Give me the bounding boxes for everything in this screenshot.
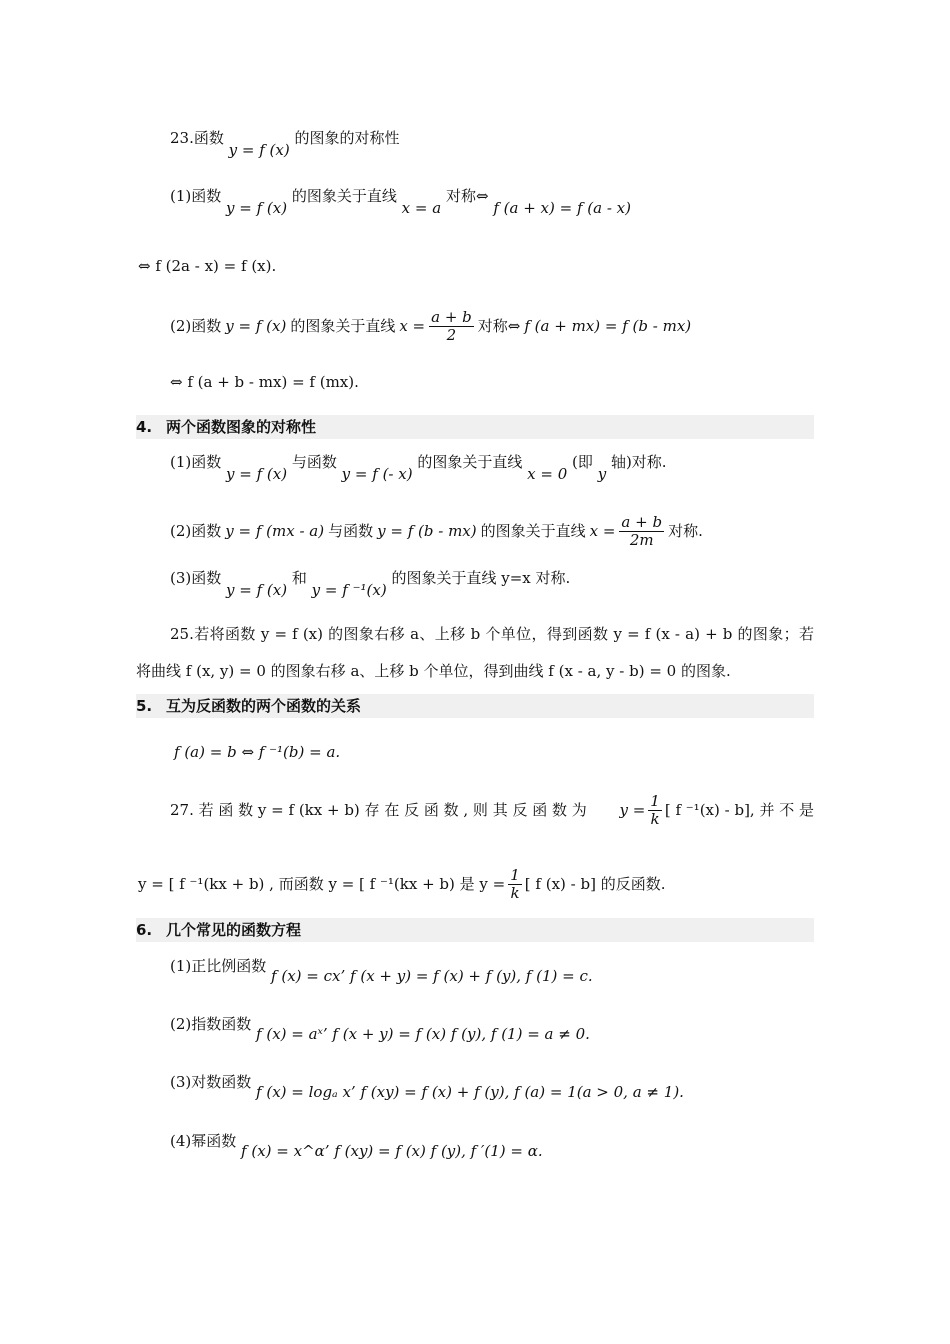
- s3-prefix: (3)函数: [170, 569, 222, 587]
- sub2-frac-den: 2: [446, 325, 457, 344]
- s1-mid2: 的图象关于直线: [417, 453, 523, 471]
- eq1-formula: f (x) = cx’ f (x + y) = f (x) + f (y), f (1) = c.: [271, 967, 593, 985]
- sub2-mid: 的图象关于直线: [290, 317, 396, 335]
- heading-5-number: 5.: [136, 697, 153, 715]
- item23-sub2-cont: ⇔ f (a + b - mx) = f (mx).: [170, 373, 359, 391]
- item27-b-pre: y =: [619, 801, 646, 819]
- item27-b-num: 1: [650, 791, 660, 810]
- s3-tail: 的图象关于直线 y=x 对称.: [391, 569, 571, 587]
- sub2-formula-1: y = f (x): [225, 317, 287, 335]
- s2-formula-3: x =: [589, 522, 616, 540]
- inverse-relation: f (a) = b ⇔ f ⁻¹(b) = a.: [174, 743, 341, 761]
- s2-mid: 与函数: [328, 522, 374, 540]
- sub1-mid: 的图象关于直线: [291, 187, 397, 205]
- func-eq-4: [170, 1131, 543, 1160]
- item27-b-den: k: [650, 809, 660, 828]
- item23-sub1-cont: ⇔ f (2a - x) = f (x).: [138, 257, 277, 275]
- s2-mid2: 的图象关于直线: [480, 522, 586, 540]
- item23-suffix: 的图象的对称性: [294, 129, 400, 147]
- s1-tail-2: 轴)对称.: [610, 453, 667, 471]
- item27-c-den: k: [510, 883, 520, 902]
- s2-formula-2: y = f (b - mx): [377, 522, 477, 540]
- sub1-formula-1: y = f (x): [226, 199, 288, 217]
- section-heading-4: [136, 415, 814, 439]
- item27-line2: [138, 862, 666, 906]
- sub2-prefix: (2)函数: [170, 317, 222, 335]
- item27-inverse-formula: [619, 793, 814, 828]
- sec4-item1: [170, 452, 667, 483]
- item23-formula: y = f (x): [228, 141, 290, 159]
- sub1-formula-2: x = a: [401, 199, 442, 217]
- eq2-label: (2)指数函数: [170, 1015, 252, 1033]
- eq4-formula: f (x) = x^α’ f (xy) = f (x) f (y), f ′(1) = α.: [241, 1142, 543, 1160]
- s2-tail: 对称.: [668, 522, 703, 540]
- item27-c-fraction: [508, 867, 522, 902]
- item25-line1: 25.若将函数 y = f (x) 的图象右移 a、上移 b 个单位，得到函数 y = f (x - a) + b 的图象；若: [170, 625, 814, 643]
- heading-5-title: 互为反函数的两个函数的关系: [166, 697, 362, 715]
- sub2-formula-3: f (a + mx) = f (b - mx): [524, 317, 692, 335]
- s1-formula-1: y = f (x): [226, 465, 288, 483]
- s3-mid: 和: [291, 569, 307, 587]
- eq4-label: (4)幂函数: [170, 1132, 237, 1150]
- s1-formula-2: y = f (- x): [341, 465, 413, 483]
- s1-formula-4: y: [597, 465, 607, 483]
- sub1-mid2: 对称⇔: [445, 187, 489, 205]
- heading-6-number: 6.: [136, 921, 153, 939]
- item27-text-a: 27. 若 函 数 y = f (kx + b) 存 在 反 函 数 , 则 其 反 函 数 为: [170, 801, 587, 819]
- item27-line1: [170, 788, 814, 832]
- s3-formula-2: y = f ⁻¹(x): [311, 581, 387, 599]
- s1-formula-3: x = 0: [527, 465, 568, 483]
- s2-formula-1: y = f (mx - a): [225, 522, 325, 540]
- sub2-mid2: 对称⇔: [477, 317, 521, 335]
- sub1-formula-3: f (a + x) = f (a - x): [493, 199, 631, 217]
- item25-line2: 将曲线 f (x, y) = 0 的图象右移 a、上移 b 个单位，得到曲线 f (x - a, y - b) = 0 的图象.: [136, 662, 731, 680]
- item23-sub2: [170, 304, 691, 348]
- eq2-formula: f (x) = aˣ’ f (x + y) = f (x) f (y), f (1) = a ≠ 0.: [256, 1025, 590, 1043]
- item27-c-pre: y = [ f ⁻¹(kx + b) , 而函数 y = [ f ⁻¹(kx + b) 是 y =: [138, 875, 506, 893]
- sub2-fraction: [429, 309, 474, 344]
- s1-mid: 与函数: [291, 453, 337, 471]
- func-eq-1: [170, 956, 593, 985]
- sub2-formula-2: x =: [399, 317, 426, 335]
- section-heading-5: [136, 694, 814, 718]
- s3-formula-1: y = f (x): [226, 581, 288, 599]
- item23-title: [170, 128, 400, 159]
- s1-prefix: (1)函数: [170, 453, 222, 471]
- s2-prefix: (2)函数: [170, 522, 222, 540]
- section-heading-6: [136, 918, 814, 942]
- s1-tail-1: (即: [572, 453, 593, 471]
- func-eq-2: [170, 1014, 590, 1043]
- eq3-label: (3)对数函数: [170, 1073, 252, 1091]
- sub2-frac-num: a + b: [431, 307, 472, 326]
- sec4-item3: [170, 568, 571, 599]
- heading-4-number: 4.: [136, 418, 153, 436]
- item27-c-num: 1: [510, 865, 520, 884]
- eq1-label: (1)正比例函数: [170, 957, 267, 975]
- eq3-formula: f (x) = logₐ x’ f (xy) = f (x) + f (y), f (a) = 1(a > 0, a ≠ 1).: [256, 1083, 684, 1101]
- item27-c-post: [ f (x) - b] 的反函数.: [524, 875, 666, 893]
- item27-b-post: [ f ⁻¹(x) - b], 并 不 是: [664, 801, 814, 819]
- item23-prefix: 23.函数: [170, 129, 224, 147]
- item23-sub1: [170, 186, 631, 217]
- s2-frac-num: a + b: [621, 512, 663, 531]
- func-eq-3: [170, 1072, 684, 1101]
- item27-b-fraction: [648, 793, 662, 828]
- sub1-prefix: (1)函数: [170, 187, 222, 205]
- s2-frac-den: 2m: [629, 530, 654, 549]
- s2-fraction: [619, 514, 664, 549]
- sec4-item2: [170, 509, 703, 553]
- heading-4-title: 两个函数图象的对称性: [166, 418, 317, 436]
- heading-6-title: 几个常见的函数方程: [166, 921, 302, 939]
